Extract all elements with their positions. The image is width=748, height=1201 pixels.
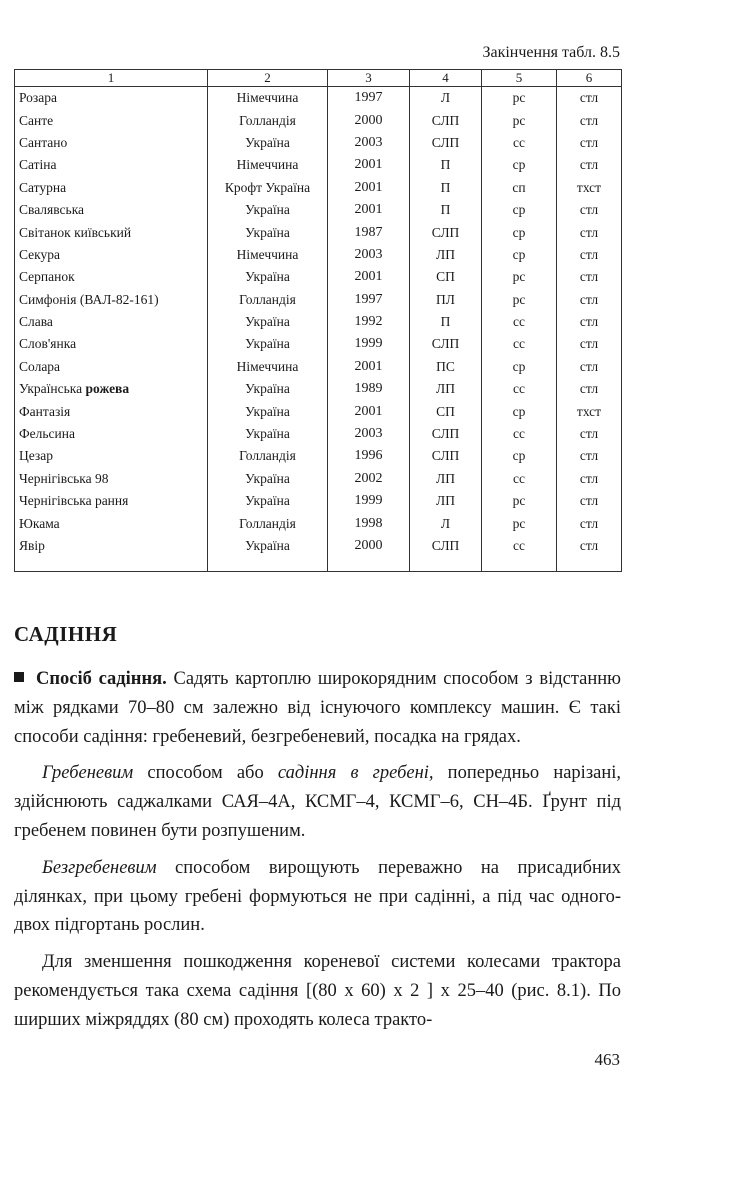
table-cell: Голландія bbox=[208, 289, 328, 311]
table-cell: П bbox=[410, 311, 482, 333]
paragraph-text: попередньо нарізані, здійснюють саджалками САЯ–4А, КСМГ–4, КСМГ–6, СН–4Б. Ґрунт під гребенем повинен бути розпушеним. bbox=[14, 763, 621, 841]
table-cell: ЛП bbox=[410, 244, 482, 266]
table-cell: 2001 bbox=[328, 400, 410, 422]
table-row bbox=[15, 490, 622, 512]
table-cell: ПС bbox=[410, 356, 482, 378]
table-cell: 2000 bbox=[328, 109, 410, 131]
paragraph-text: Садять картоплю широкорядним способом з відстанню між рядками 70–80 см залежно від існуючого комплексу машин. Є такі способи садіння: гребеневий, безгребеневий, посадка на грядах. bbox=[14, 669, 621, 747]
table-row bbox=[15, 445, 622, 467]
table-cell: рс bbox=[482, 490, 557, 512]
table-cell: Україна bbox=[208, 490, 328, 512]
table-cell: стл bbox=[557, 333, 622, 355]
table-cell: Німеччина bbox=[208, 244, 328, 266]
table-cell: 1987 bbox=[328, 221, 410, 243]
table-row bbox=[15, 244, 622, 266]
table-cell: стл bbox=[557, 132, 622, 154]
table-cell: ср bbox=[482, 244, 557, 266]
column-header: 3 bbox=[328, 70, 410, 87]
table-cell: Крофт Україна bbox=[208, 177, 328, 199]
table-cell: 2001 bbox=[328, 177, 410, 199]
table-cell: Україна bbox=[208, 378, 328, 400]
table-cell: Німеччина bbox=[208, 356, 328, 378]
table-row bbox=[15, 199, 622, 221]
table-cell: сс bbox=[482, 378, 557, 400]
table-cell: ср bbox=[482, 356, 557, 378]
term-italic: садіння в гребені, bbox=[277, 763, 434, 784]
table-cell: 2003 bbox=[328, 132, 410, 154]
table-cell: П bbox=[410, 154, 482, 176]
paragraph-text: способом вирощують переважно на присадибних ділянках, при цьому гребені формуються не при садінні, а під час одного-двох підгортань рослин. bbox=[14, 857, 621, 936]
table-cell: Явір bbox=[15, 535, 208, 572]
table-cell: стл bbox=[557, 154, 622, 176]
table-cell: 2001 bbox=[328, 199, 410, 221]
table-row bbox=[15, 512, 622, 534]
table-cell: Секура bbox=[15, 244, 208, 266]
term-italic: Безгребеневим bbox=[42, 857, 157, 878]
table-cell: сс bbox=[482, 535, 557, 572]
table-cell: стл bbox=[557, 311, 622, 333]
table-cell: ср bbox=[482, 221, 557, 243]
table-cell: Цезар bbox=[15, 445, 208, 467]
table-cell: Розара bbox=[15, 87, 208, 110]
table-cell: Чернігівська рання bbox=[15, 490, 208, 512]
page-number: 463 bbox=[594, 1050, 620, 1069]
table-cell: сс bbox=[482, 333, 557, 355]
table-cell: стл bbox=[557, 512, 622, 534]
table-cell: СЛП bbox=[410, 109, 482, 131]
table-row bbox=[15, 356, 622, 378]
table-cell: сс bbox=[482, 468, 557, 490]
bullet-square-icon bbox=[14, 672, 24, 682]
table-cell: Україна bbox=[208, 266, 328, 288]
table-caption: Закінчення табл. 8.5 bbox=[482, 44, 620, 61]
table-row bbox=[15, 266, 622, 288]
table-cell: СП bbox=[410, 400, 482, 422]
table-cell: Україна bbox=[208, 333, 328, 355]
table-row bbox=[15, 109, 622, 131]
column-header: 6 bbox=[557, 70, 622, 87]
paragraph: Для зменшення пошкодження кореневої системи колесами трактора рекомендується така схема садіння [(80 х 60) х 2 ] х 25–40 (рис. 8.1). По ширших міжряддях (80 см) проходять колеса тракто- bbox=[14, 952, 621, 1030]
table-cell: рс bbox=[482, 87, 557, 110]
table-cell: ПЛ bbox=[410, 289, 482, 311]
table-row bbox=[15, 289, 622, 311]
table-row bbox=[15, 221, 622, 243]
table-cell: сс bbox=[482, 423, 557, 445]
table-row bbox=[15, 333, 622, 355]
paragraph-text: способом або bbox=[133, 763, 278, 784]
table-row bbox=[15, 378, 622, 400]
table-cell: Україна bbox=[208, 221, 328, 243]
table-cell: Світанок київський bbox=[15, 221, 208, 243]
table-cell: стл bbox=[557, 221, 622, 243]
table-cell: ЛП bbox=[410, 490, 482, 512]
varieties-table bbox=[14, 69, 622, 572]
table-cell: 1999 bbox=[328, 490, 410, 512]
table-cell: Голландія bbox=[208, 445, 328, 467]
table-cell: Санте bbox=[15, 109, 208, 131]
table-cell: ср bbox=[482, 400, 557, 422]
table-cell: Симфонія (ВАЛ-82-161) bbox=[15, 289, 208, 311]
table-cell: 2002 bbox=[328, 468, 410, 490]
table-cell: ср bbox=[482, 199, 557, 221]
table-cell: Німеччина bbox=[208, 154, 328, 176]
table-row bbox=[15, 132, 622, 154]
table-cell: П bbox=[410, 177, 482, 199]
table-row bbox=[15, 177, 622, 199]
table-cell: Німеччина bbox=[208, 87, 328, 110]
table-cell: стл bbox=[557, 289, 622, 311]
table-cell: Україна bbox=[208, 311, 328, 333]
table-cell: ЛП bbox=[410, 468, 482, 490]
table-cell: СЛП bbox=[410, 535, 482, 572]
table-cell: СЛП bbox=[410, 445, 482, 467]
table-cell: рс bbox=[482, 109, 557, 131]
table-cell: стл bbox=[557, 199, 622, 221]
table-cell: стл bbox=[557, 266, 622, 288]
table-cell: П bbox=[410, 199, 482, 221]
table-cell: Україна bbox=[208, 535, 328, 572]
table-cell: Сантано bbox=[15, 132, 208, 154]
table-row bbox=[15, 423, 622, 445]
table-cell: стл bbox=[557, 356, 622, 378]
table-cell: 1998 bbox=[328, 512, 410, 534]
table-cell: СЛП bbox=[410, 423, 482, 445]
table-cell: 1999 bbox=[328, 333, 410, 355]
column-header: 2 bbox=[208, 70, 328, 87]
paragraph bbox=[14, 665, 621, 751]
table-body bbox=[15, 87, 622, 572]
table-row bbox=[15, 468, 622, 490]
table-cell: Голландія bbox=[208, 512, 328, 534]
table-cell: Л bbox=[410, 87, 482, 110]
table-cell: Чернігівська 98 bbox=[15, 468, 208, 490]
table-cell: сс bbox=[482, 132, 557, 154]
table-cell: Україна bbox=[208, 132, 328, 154]
table-cell: тхст bbox=[557, 400, 622, 422]
table-cell: стл bbox=[557, 468, 622, 490]
table-cell: СЛП bbox=[410, 221, 482, 243]
table-row bbox=[15, 535, 622, 572]
table-cell: Юкама bbox=[15, 512, 208, 534]
section-title: САДІННЯ bbox=[14, 622, 118, 646]
table-cell: Україна bbox=[208, 423, 328, 445]
table-cell: Фельсина bbox=[15, 423, 208, 445]
table-cell: 2001 bbox=[328, 154, 410, 176]
table-cell: рс bbox=[482, 266, 557, 288]
column-header: 4 bbox=[410, 70, 482, 87]
table-header-row bbox=[15, 70, 622, 87]
table-cell: 2003 bbox=[328, 423, 410, 445]
table-cell: 2001 bbox=[328, 356, 410, 378]
bold-word: рожева bbox=[85, 381, 130, 397]
table-cell: рс bbox=[482, 512, 557, 534]
table-cell: стл bbox=[557, 445, 622, 467]
table-cell: 1997 bbox=[328, 87, 410, 110]
table-cell: Серпанок bbox=[15, 266, 208, 288]
table-cell: стл bbox=[557, 490, 622, 512]
paragraph bbox=[14, 759, 621, 845]
table-cell: стл bbox=[557, 109, 622, 131]
table-cell: ЛП bbox=[410, 378, 482, 400]
paragraph bbox=[14, 854, 621, 940]
term-bold: Спосіб садіння. bbox=[36, 669, 167, 689]
table-cell: рс bbox=[482, 289, 557, 311]
term-italic: Гребеневим bbox=[42, 763, 134, 784]
table-cell: Свалявська bbox=[15, 199, 208, 221]
table-cell: стл bbox=[557, 423, 622, 445]
table-cell: сс bbox=[482, 311, 557, 333]
table-cell: Україна bbox=[208, 400, 328, 422]
table-cell: СЛП bbox=[410, 132, 482, 154]
table-cell: сп bbox=[482, 177, 557, 199]
table-cell: Слов'янка bbox=[15, 333, 208, 355]
table-cell: Сатурна bbox=[15, 177, 208, 199]
table-cell: Україна bbox=[208, 468, 328, 490]
table-cell: стл bbox=[557, 535, 622, 572]
table-row bbox=[15, 311, 622, 333]
table-cell: Україна bbox=[208, 199, 328, 221]
table-cell: тхст bbox=[557, 177, 622, 199]
table-cell: 1997 bbox=[328, 289, 410, 311]
table-cell: 2000 bbox=[328, 535, 410, 572]
table-cell: 1992 bbox=[328, 311, 410, 333]
table-cell: 2003 bbox=[328, 244, 410, 266]
table-cell: Фантазія bbox=[15, 400, 208, 422]
table-row bbox=[15, 154, 622, 176]
table-cell: 1989 bbox=[328, 378, 410, 400]
column-header: 5 bbox=[482, 70, 557, 87]
table-cell: стл bbox=[557, 378, 622, 400]
column-header: 1 bbox=[15, 70, 208, 87]
table-cell: Сатіна bbox=[15, 154, 208, 176]
table-cell: Українська рожева bbox=[15, 378, 208, 400]
table-cell: стл bbox=[557, 244, 622, 266]
table-cell: Солара bbox=[15, 356, 208, 378]
table-cell: Л bbox=[410, 512, 482, 534]
table-cell: ср bbox=[482, 154, 557, 176]
table-cell: стл bbox=[557, 87, 622, 110]
table-cell: ср bbox=[482, 445, 557, 467]
table-cell: Слава bbox=[15, 311, 208, 333]
table-cell: СЛП bbox=[410, 333, 482, 355]
table-row bbox=[15, 400, 622, 422]
table-cell: Голландія bbox=[208, 109, 328, 131]
table-cell: СП bbox=[410, 266, 482, 288]
table-cell: 1996 bbox=[328, 445, 410, 467]
body-text bbox=[14, 665, 621, 1043]
table-row bbox=[15, 87, 622, 110]
table-cell: 2001 bbox=[328, 266, 410, 288]
